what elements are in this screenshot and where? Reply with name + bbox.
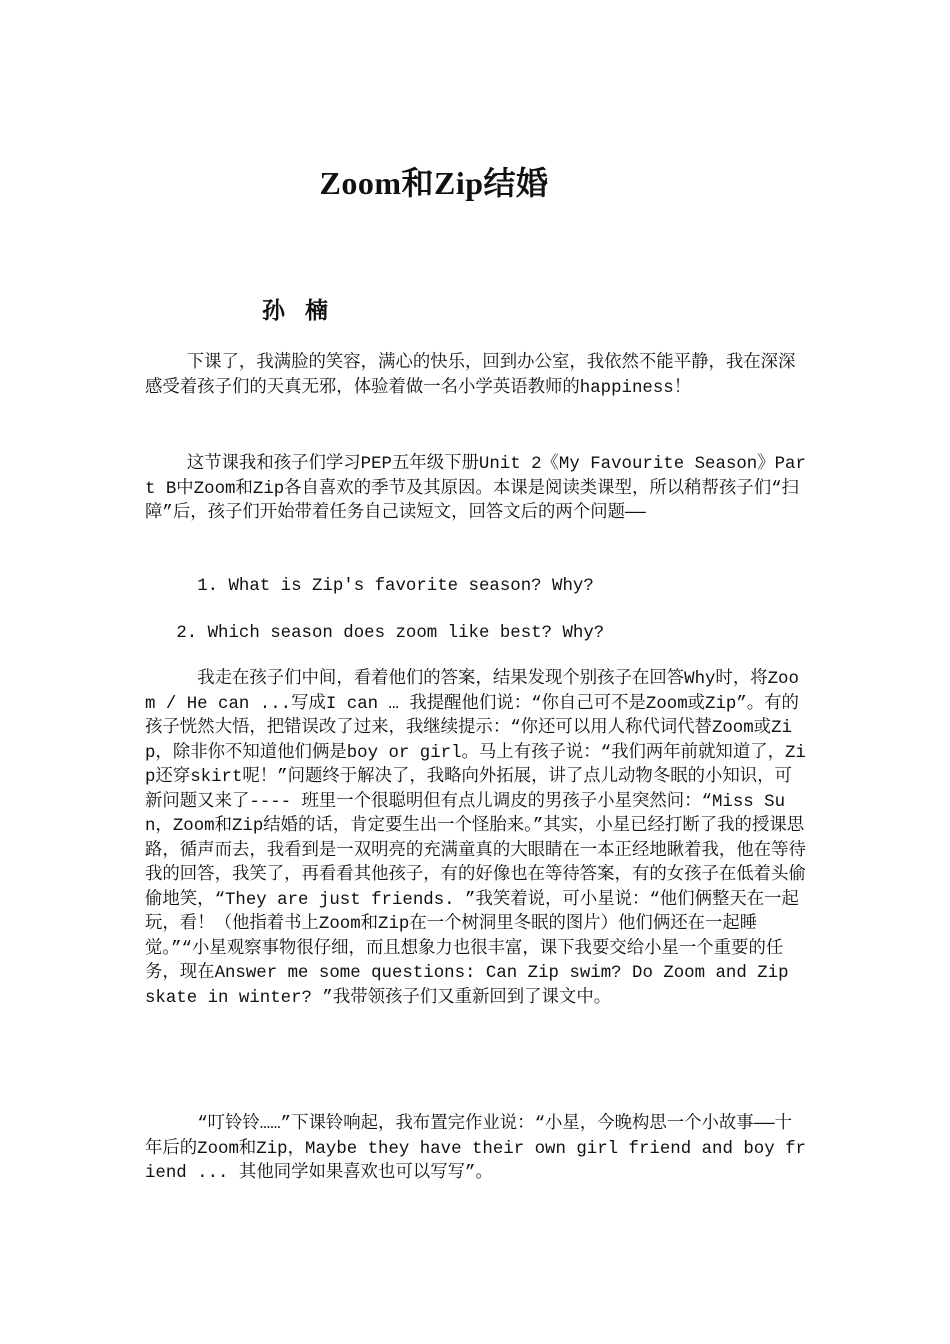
paragraph-1: 下课了，我满脸的笑容，满心的快乐，回到办公室，我依然不能平静，我在深深感受着孩子们的天真无邪，体验着做一名小学英语教师的happiness！ [145, 354, 796, 398]
paragraph-3: 我走在孩子们中间，看着他们的答案，结果发现个别孩子在回答Why时，将Zoom / He can ...写成I can … 我提醒他们说：“你自己可不是Zoom或Zip”。有的孩子恍然大悟，把错误改了过来，我继续提示：“你还可以用人称代词代替Zoom或Zip，除非你不知道他们俩是boy or girl。马上有孩子说：“我们两年前就知道了，Zip还穿skirt呢！”问题终于解决了，我略向外拓展，讲了点儿动物冬眠的小知识，可新问题又来了---- 班里一个很聪明但有点儿调皮的男孩子小星突然问：“Miss Sun，Zoom和Zip结婚的话，肯定要生出一个怪胎来。”其实，小星已经打断了我的授课思路，循声而去，我看到是一双明亮的充满童真的大眼睛在一本正经地瞅着我，他在等待我的回答，我笑了，再看看其他孩子，有的好像也在等待答案，有的女孩子在低着头偷偷地笑，“They are just friends. ”我笑着说，可小星说：“他们俩整天在一起玩，看！（他指着书上Zoom和Zip在一个树洞里冬眠的图片）他们俩还在一起睡觉。”“小星观察事物很仔细，而且想象力也很丰富，课下我要交给小星一个重要的任务，现在Answer me some questions: Can Zip swim? Do Zoom and Zip skate in winter? ”我带领孩子们又重新回到了课文中。 [145, 670, 806, 1008]
paragraph-2: 这节课我和孩子们学习PEP五年级下册Unit 2《My Favourite Season》Part B中Zoom和Zip各自喜欢的季节及其原因。本课是阅读类课型，所以稍帮孩子们“扫障”后，孩子们开始带着任务自己读短文，回答文后的两个问题—— [145, 455, 806, 523]
author-name: 孙楠 [262, 297, 348, 324]
document-title: Zoom和Zip结婚 [319, 165, 549, 201]
paragraph-4: “叮铃铃……”下课铃响起，我布置完作业说：“小星，今晚构思一个小故事——十年后的Zoom和Zip，Maybe they have their own girl friend and boy friend ... 其他同学如果喜欢也可以写写”。 [145, 1115, 806, 1183]
question-1: 1. What is Zip's favorite season? Why? [145, 577, 594, 596]
question-2: 2. Which season does zoom like best? Why? [145, 624, 605, 643]
